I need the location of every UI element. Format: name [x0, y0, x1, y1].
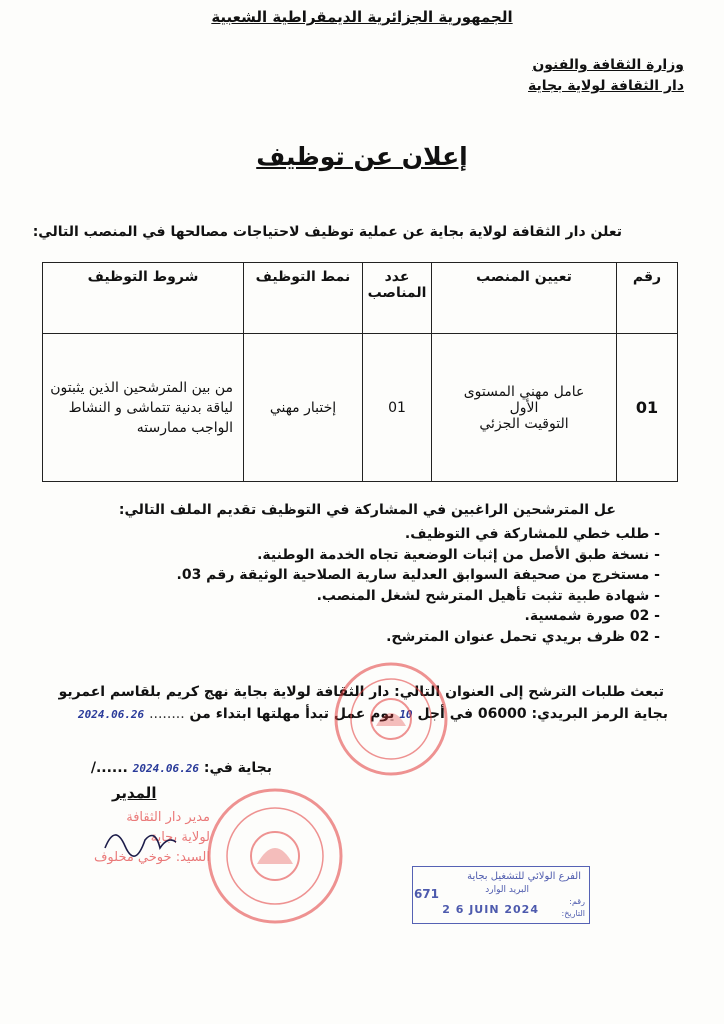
list-item: - نسخة طبق الأصل من إثبات الوضعية تجاه الخدمة الوطنية. — [257, 546, 660, 563]
deadline-date-handwritten: 2024.06.26 — [77, 708, 145, 721]
stamp-office: الفرع الولائي للتشغيل بجاية — [467, 871, 581, 882]
cell-count: 01 — [363, 334, 432, 482]
intro-text: تعلن دار الثقافة لولاية بجاية عن عملية توظيف لاحتياجات مصالحها في المنصب التالي: — [32, 224, 622, 240]
list-item: - طلب خطي للمشاركة في التوظيف. — [404, 526, 660, 542]
jobs-table — [42, 262, 678, 482]
received-mail-stamp — [412, 866, 590, 924]
position-line-1: عامل مهني المستوى — [463, 383, 585, 400]
signature-line-3: السيد: خوخي مخلوف — [93, 850, 210, 865]
cell-conditions: من بين المترشحين الذين يثبتون لياقة بدنية تتماشى و النشاط الواجب ممارسته — [43, 334, 244, 482]
col-header-mode: نمط التوظيف — [244, 263, 363, 334]
cell-number: 01 — [617, 334, 678, 482]
list-item: - شهادة طبية تثبت تأهيل المترشح لشغل المنصب. — [316, 587, 660, 604]
table-header-row — [43, 263, 678, 334]
official-seal-stamp — [332, 660, 450, 778]
stamp-number: 671 — [413, 887, 439, 901]
deadline-days-handwritten: 10 — [399, 708, 413, 721]
table-row — [43, 334, 678, 482]
republic-header: الجمهورية الجزائرية الديمقراطية الشعبية — [211, 8, 513, 26]
ministry-name: وزارة الثقافة والفنون — [532, 57, 684, 73]
stamp-mail-label: البريد الوارد — [485, 885, 529, 895]
page-title: إعلان عن توظيف — [256, 142, 468, 171]
deadline-dots: ........ — [149, 706, 185, 722]
stamp-number-label: رقم: — [569, 897, 585, 906]
date-trail: ....../ — [90, 760, 128, 776]
col-header-number: رقم — [617, 263, 678, 334]
signature-line-2: لولاية بجاية — [150, 830, 210, 845]
director-label: المدير — [112, 784, 157, 802]
stamp-date: 2 6 JUIN 2024 — [442, 903, 539, 916]
place-label: بجاية في: — [203, 760, 272, 776]
requirements-intro: عل المترشحين الراغبين في المشاركة في التوظيف تقديم الملف التالي: — [118, 502, 616, 518]
handwritten-signature — [100, 818, 180, 858]
position-line-2: الأول — [509, 399, 539, 416]
ministry-block — [528, 55, 684, 97]
official-seal-stamp-lower — [205, 786, 345, 926]
col-header-conditions: شروط التوظيف — [43, 263, 244, 334]
house-name: دار الثقافة لولاية بجاية — [528, 78, 684, 94]
list-item: - 02 صورة شمسية. — [524, 608, 660, 624]
list-item: - مستخرج من صحيفة السوابق العدلية سارية الصلاحية الوثيقة رقم 03. — [176, 567, 660, 583]
signature-line-1: مدير دار الثقافة — [126, 810, 210, 825]
position-line-3: التوقيت الجزئي — [479, 415, 569, 432]
deadline-text-a: بجاية الرمز البريدي: 06000 في أجل — [417, 706, 668, 722]
date-line — [52, 760, 272, 776]
list-item: - 02 ظرف بريدي تحمل عنوان المترشح. — [386, 628, 660, 645]
requirements-list — [177, 524, 661, 647]
cell-mode: إختبار مهني — [244, 334, 363, 482]
cell-position — [432, 334, 617, 482]
date-handwritten: 2024.06.26 — [132, 762, 199, 775]
deadline-text-b: يوم عمل تبدأ مهلتها ابتداء من — [189, 706, 395, 722]
col-header-position: تعيين المنصب — [432, 263, 617, 334]
send-address-line: تبعث طلبات الترشح إلى العنوان التالي: دار الثقافة لولاية بجاية نهج كريم بلقاسم اعمريو — [58, 684, 664, 700]
stamp-date-label: التاريخ: — [561, 909, 585, 918]
col-header-count: عدد المناصب — [363, 263, 432, 334]
